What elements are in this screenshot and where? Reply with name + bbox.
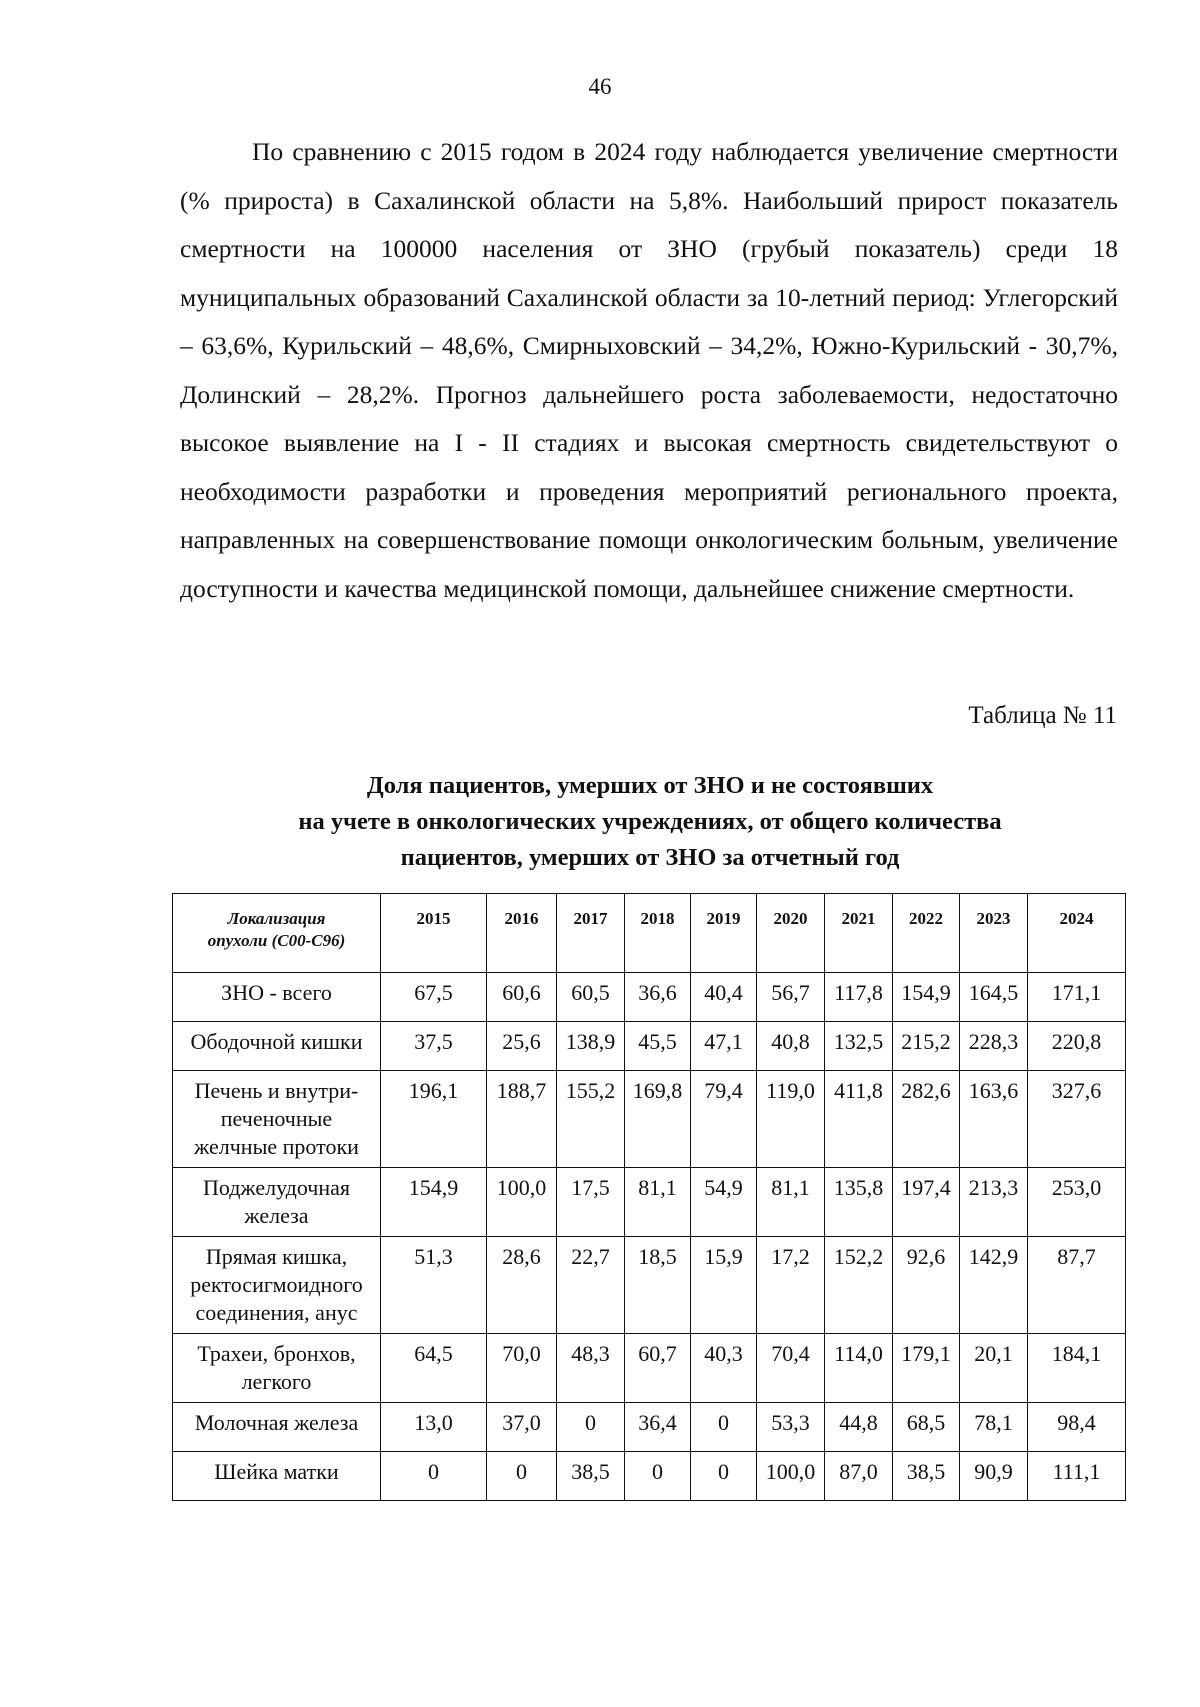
- value-cell: 36,6: [625, 973, 691, 1022]
- row-localization: [173, 1334, 381, 1403]
- value-cell: 0: [381, 1452, 487, 1501]
- column-header-year: 2023: [960, 894, 1028, 973]
- value-cell: 282,6: [893, 1071, 960, 1168]
- value-cell: 22,7: [557, 1237, 625, 1334]
- value-cell: 411,8: [825, 1071, 893, 1168]
- table-row: [173, 1334, 1126, 1403]
- value-cell: 48,3: [557, 1334, 625, 1403]
- value-cell: 44,8: [825, 1403, 893, 1452]
- value-cell: 0: [625, 1452, 691, 1501]
- value-cell: 164,5: [960, 973, 1028, 1022]
- value-cell: 56,7: [757, 973, 825, 1022]
- value-cell: 220,8: [1028, 1022, 1126, 1071]
- table-row: [173, 1022, 1126, 1071]
- value-cell: 40,4: [691, 973, 757, 1022]
- value-cell: 15,9: [691, 1237, 757, 1334]
- row-localization: [173, 1168, 381, 1237]
- row-localization: [173, 1071, 381, 1168]
- localization-line: желчные протоки: [194, 1134, 359, 1159]
- table-row: [173, 1452, 1126, 1501]
- mortality-table: [172, 893, 1126, 1501]
- value-cell: 18,5: [625, 1237, 691, 1334]
- value-cell: 81,1: [625, 1168, 691, 1237]
- value-cell: 111,1: [1028, 1452, 1126, 1501]
- value-cell: 67,5: [381, 973, 487, 1022]
- value-cell: 117,8: [825, 973, 893, 1022]
- table-row: [173, 1237, 1126, 1334]
- value-cell: 54,9: [691, 1168, 757, 1237]
- value-cell: 60,7: [625, 1334, 691, 1403]
- value-cell: 213,3: [960, 1168, 1028, 1237]
- table-row: [173, 973, 1126, 1022]
- value-cell: 228,3: [960, 1022, 1028, 1071]
- value-cell: 37,0: [487, 1403, 557, 1452]
- column-header-year: 2015: [381, 894, 487, 973]
- value-cell: 179,1: [893, 1334, 960, 1403]
- value-cell: 78,1: [960, 1403, 1028, 1452]
- localization-line: Печень и внутри-: [194, 1078, 359, 1103]
- table-label: Таблица № 11: [968, 702, 1117, 729]
- localization-line: Поджелудочная: [202, 1175, 351, 1200]
- value-cell: 154,9: [893, 973, 960, 1022]
- value-cell: 68,5: [893, 1403, 960, 1452]
- value-cell: 53,3: [757, 1403, 825, 1452]
- value-cell: 100,0: [487, 1168, 557, 1237]
- value-cell: 327,6: [1028, 1071, 1126, 1168]
- table-header-row: [173, 894, 1126, 973]
- localization-line: ЗНО - всего: [221, 980, 332, 1005]
- column-header-year: 2016: [487, 894, 557, 973]
- value-cell: 169,8: [625, 1071, 691, 1168]
- column-header-year: 2019: [691, 894, 757, 973]
- row-localization: [173, 1452, 381, 1501]
- value-cell: 138,9: [557, 1022, 625, 1071]
- value-cell: 152,2: [825, 1237, 893, 1334]
- table-title-line: Доля пациентов, умерших от ЗНО и не состоявших: [366, 772, 934, 799]
- value-cell: 17,2: [757, 1237, 825, 1334]
- value-cell: 196,1: [381, 1071, 487, 1168]
- localization-line: легкого: [241, 1369, 312, 1394]
- value-cell: 70,0: [487, 1334, 557, 1403]
- value-cell: 60,5: [557, 973, 625, 1022]
- value-cell: 17,5: [557, 1168, 625, 1237]
- table-title: [160, 768, 1140, 876]
- value-cell: 87,7: [1028, 1237, 1126, 1334]
- value-cell: 81,1: [757, 1168, 825, 1237]
- column-header-year: 2024: [1028, 894, 1126, 973]
- row-localization: [173, 1022, 381, 1071]
- value-cell: 197,4: [893, 1168, 960, 1237]
- value-cell: 47,1: [691, 1022, 757, 1071]
- value-cell: 60,6: [487, 973, 557, 1022]
- localization-line: Шейка матки: [214, 1459, 339, 1484]
- value-cell: 0: [487, 1452, 557, 1501]
- column-header-year: 2017: [557, 894, 625, 973]
- value-cell: 188,7: [487, 1071, 557, 1168]
- value-cell: 155,2: [557, 1071, 625, 1168]
- body-text: [180, 128, 1118, 613]
- value-cell: 114,0: [825, 1334, 893, 1403]
- value-cell: 154,9: [381, 1168, 487, 1237]
- body-paragraph: По сравнению с 2015 годом в 2024 году наблюдается увеличение смертности (% прироста) в Сахалинской области на 5,8%. Наибольший прирост показатель смертности на 100000 населения от ЗНО (грубый показатель) среди 18 муниципальных образований Сахалинской области за 10-летний период: Углегорский – 63,6%, Курильский – 48,6%, Смирныховский – 34,2%, Южно-Курильский - 30,7%, Долинский – 28,2%. Прогноз дальнейшего роста заболеваемости, недостаточно высокое выявление на I - II стадиях и высокая смертность свидетельствуют о необходимости разработки и проведения мероприятий регионального проекта, направленных на совершенствование помощи онкологическим больным, увеличение доступности и качества медицинской помощи, дальнейшее снижение смертности.: [180, 137, 1118, 603]
- value-cell: 13,0: [381, 1403, 487, 1452]
- column-header-year: 2020: [757, 894, 825, 973]
- row-localization: [173, 1403, 381, 1452]
- value-cell: 0: [691, 1403, 757, 1452]
- page-number: 46: [588, 74, 612, 99]
- value-cell: 253,0: [1028, 1168, 1126, 1237]
- localization-line: Молочная железа: [194, 1410, 359, 1435]
- localization-line: Прямая кишка,: [205, 1244, 348, 1269]
- value-cell: 36,4: [625, 1403, 691, 1452]
- value-cell: 38,5: [557, 1452, 625, 1501]
- value-cell: 20,1: [960, 1334, 1028, 1403]
- value-cell: 163,6: [960, 1071, 1028, 1168]
- table-row: [173, 1168, 1126, 1237]
- localization-line: Трахеи, бронхов,: [197, 1341, 356, 1366]
- localization-line: железа: [244, 1203, 309, 1228]
- value-cell: 132,5: [825, 1022, 893, 1071]
- row-localization: [173, 1237, 381, 1334]
- column-header-year: 2022: [893, 894, 960, 973]
- localization-line: Ободочной кишки: [190, 1029, 363, 1054]
- localization-line: соединения, анус: [195, 1300, 358, 1325]
- value-cell: 98,4: [1028, 1403, 1126, 1452]
- localization-line: печеночные: [220, 1106, 333, 1131]
- table-title-line: на учете в онкологических учреждениях, от общего количества: [298, 808, 1002, 835]
- value-cell: 184,1: [1028, 1334, 1126, 1403]
- header-text: Локализация: [227, 909, 326, 928]
- header-text: опухоли (С00-С96): [207, 931, 346, 950]
- value-cell: 135,8: [825, 1168, 893, 1237]
- value-cell: 45,5: [625, 1022, 691, 1071]
- value-cell: 37,5: [381, 1022, 487, 1071]
- value-cell: 171,1: [1028, 973, 1126, 1022]
- localization-line: ректосигмоидного: [190, 1272, 363, 1297]
- value-cell: 64,5: [381, 1334, 487, 1403]
- value-cell: 40,8: [757, 1022, 825, 1071]
- value-cell: 90,9: [960, 1452, 1028, 1501]
- value-cell: 100,0: [757, 1452, 825, 1501]
- column-header-localization: [173, 894, 381, 973]
- table-row: [173, 1403, 1126, 1452]
- value-cell: 51,3: [381, 1237, 487, 1334]
- column-header-year: 2018: [625, 894, 691, 973]
- value-cell: 119,0: [757, 1071, 825, 1168]
- table-row: [173, 1071, 1126, 1168]
- value-cell: 38,5: [893, 1452, 960, 1501]
- value-cell: 215,2: [893, 1022, 960, 1071]
- value-cell: 25,6: [487, 1022, 557, 1071]
- value-cell: 87,0: [825, 1452, 893, 1501]
- value-cell: 28,6: [487, 1237, 557, 1334]
- value-cell: 0: [557, 1403, 625, 1452]
- row-localization: [173, 973, 381, 1022]
- value-cell: 70,4: [757, 1334, 825, 1403]
- value-cell: 92,6: [893, 1237, 960, 1334]
- table-title-line: пациентов, умерших от ЗНО за отчетный год: [400, 844, 900, 871]
- value-cell: 0: [691, 1452, 757, 1501]
- value-cell: 142,9: [960, 1237, 1028, 1334]
- value-cell: 40,3: [691, 1334, 757, 1403]
- value-cell: 79,4: [691, 1071, 757, 1168]
- column-header-year: 2021: [825, 894, 893, 973]
- table-body: [173, 973, 1126, 1501]
